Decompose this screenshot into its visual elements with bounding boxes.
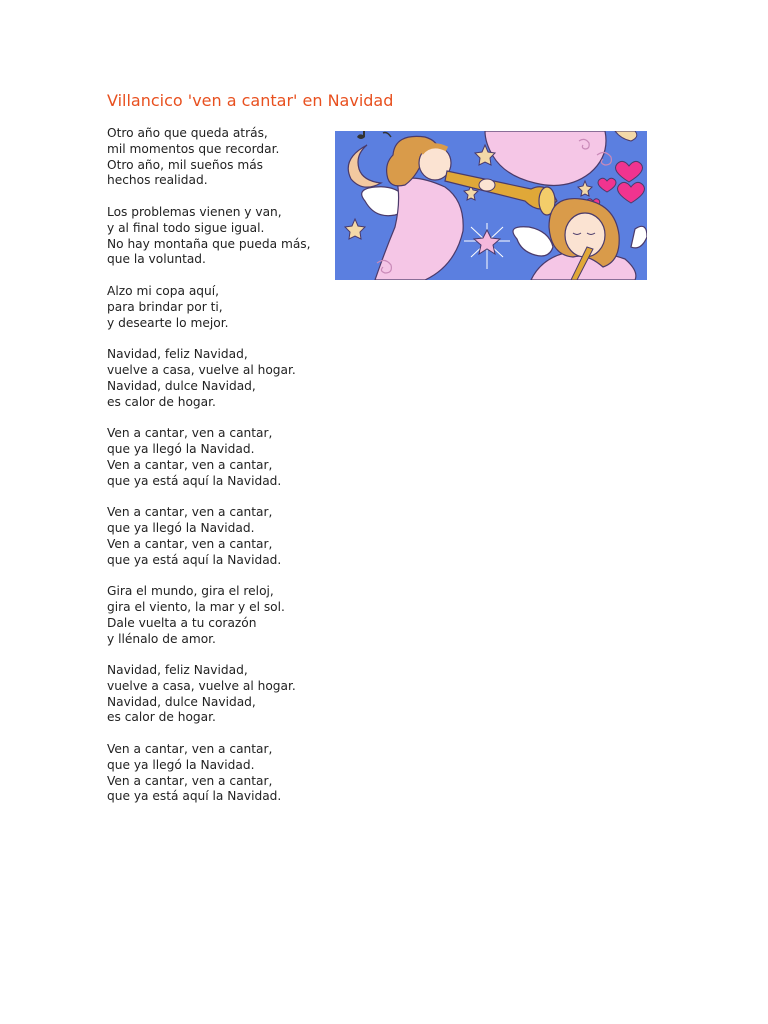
lyric-line: que ya está aquí la Navidad. <box>107 789 282 804</box>
lyric-line: que ya llegó la Navidad. <box>107 441 255 456</box>
lyric-line: y al final todo sigue igual. <box>107 220 265 235</box>
lyric-line: Otro año, mil sueños más <box>107 157 264 172</box>
lyric-line: que ya está aquí la Navidad. <box>107 552 282 567</box>
lyric-line: es calor de hogar. <box>107 710 216 725</box>
lyric-line: Los problemas vienen y van, <box>107 204 282 219</box>
stanza <box>107 663 337 726</box>
lyric-line: Ven a cantar, ven a cantar, <box>107 773 273 788</box>
lyric-line: Ven a cantar, ven a cantar, <box>107 536 273 551</box>
angels-illustration <box>335 131 647 280</box>
lyric-line: mil momentos que recordar. <box>107 141 280 156</box>
lyric-line: hechos realidad. <box>107 173 208 188</box>
lyric-line: Navidad, dulce Navidad, <box>107 694 256 709</box>
stanza <box>107 126 337 189</box>
lyric-line: que ya llegó la Navidad. <box>107 520 255 535</box>
stanza <box>107 742 337 805</box>
lyric-line: No hay montaña que pueda más, <box>107 236 311 251</box>
lyrics-body <box>107 126 337 821</box>
lyric-line: es calor de hogar. <box>107 394 216 409</box>
lyric-line: y desearte lo mejor. <box>107 315 229 330</box>
lyric-line: Ven a cantar, ven a cantar, <box>107 426 273 441</box>
lyric-line: Navidad, feliz Navidad, <box>107 663 248 678</box>
lyric-line: que ya está aquí la Navidad. <box>107 473 282 488</box>
document-title: Villancico 'ven a cantar' en Navidad <box>107 91 394 110</box>
stanza <box>107 284 337 331</box>
lyric-line: que la voluntad. <box>107 252 206 267</box>
stanza <box>107 505 337 568</box>
lyric-line: para brindar por ti, <box>107 299 223 314</box>
lyric-line: Dale vuelta a tu corazón <box>107 615 257 630</box>
lyric-line: Ven a cantar, ven a cantar, <box>107 742 273 757</box>
lyric-line: Navidad, dulce Navidad, <box>107 378 256 393</box>
lyric-line: y llénalo de amor. <box>107 631 216 646</box>
lyric-line: gira el viento, la mar y el sol. <box>107 599 285 614</box>
stanza <box>107 426 337 489</box>
lyric-line: Gira el mundo, gira el reloj, <box>107 584 274 599</box>
lyric-line: vuelve a casa, vuelve al hogar. <box>107 678 296 693</box>
lyric-line: Navidad, feliz Navidad, <box>107 347 248 362</box>
lyric-line: Ven a cantar, ven a cantar, <box>107 505 273 520</box>
lyric-line: Alzo mi copa aquí, <box>107 283 220 298</box>
lyric-line: Ven a cantar, ven a cantar, <box>107 457 273 472</box>
stanza <box>107 347 337 410</box>
lyric-line: que ya llegó la Navidad. <box>107 757 255 772</box>
stanza <box>107 584 337 647</box>
stanza <box>107 205 337 268</box>
lyric-line: Otro año que queda atrás, <box>107 126 268 140</box>
lyric-line: vuelve a casa, vuelve al hogar. <box>107 362 296 377</box>
